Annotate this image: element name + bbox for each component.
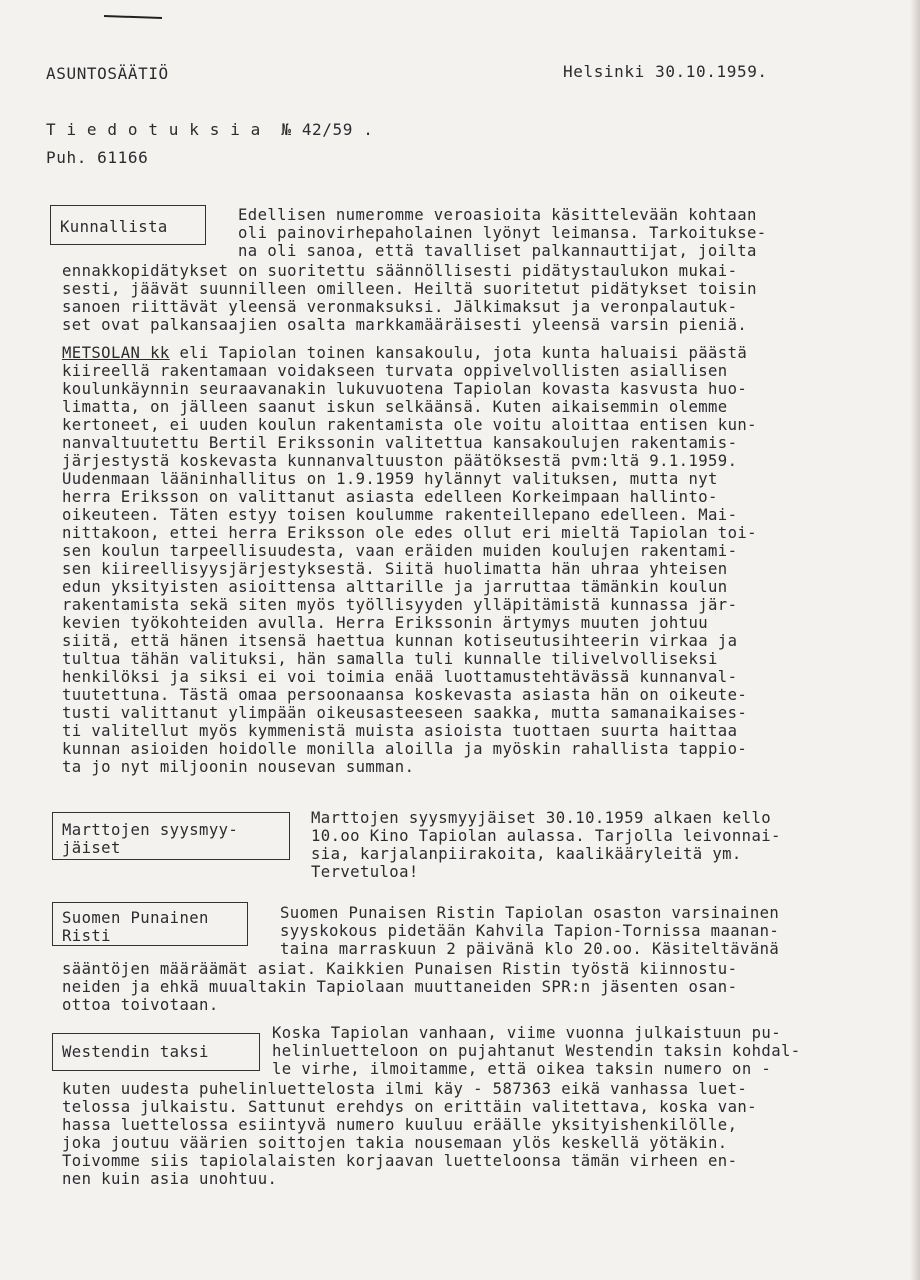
text-line: järjestystä koskevasta kunnanvaltuuston päätöksestä pvm:ltä 9.1.1959. [62, 452, 738, 470]
text-line: Uudenmaan lääninhallitus on 1.9.1959 hylännyt valituksen, mutta nyt [62, 470, 718, 488]
text-line: herra Eriksson on valittanut asiasta edelleen Korkeimpaan hallinto- [62, 488, 718, 506]
text-line: helinluetteloon on pujahtanut Westendin taksin kohdal- [272, 1042, 801, 1060]
text-line: limatta, on jälleen saanut iskun selkäänsä. Kuten aikaisemmin olemme [62, 398, 728, 416]
text-line: Tervetuloa! [311, 863, 419, 881]
org-name: ASUNTOSÄÄTIÖ [46, 64, 169, 83]
text-line: siitä, että hänen itsensä haettua kunnan kotiseutusihteerin virkaa ja [62, 632, 738, 650]
text-line: hassa luettelossa esiintyvä numero kuuluu eräälle yksityishenkilölle, [62, 1116, 738, 1134]
text-line: henkilöksi ja siksi ei voi toimia enää luottamustehtävässä kunnanval- [62, 668, 738, 686]
section-label: Suomen Punainen [62, 909, 209, 927]
text-line: kunnan asioiden hoidolle monilla aloilla ja myöskin rahallista tappio- [62, 740, 748, 758]
text-line: syyskokous pidetään Kahvila Tapion-Tornissa maanan- [280, 922, 780, 940]
text-line: taina marraskuun 2 päivänä klo 20.oo. Käsiteltävänä [280, 940, 780, 958]
text-line: nanvaltuutettu Bertil Erikssonin valitettua kansakoulujen rakentamis- [62, 434, 738, 452]
text-line: ottoa toivotaan. [62, 996, 219, 1014]
text-line: oli painovirhepaholainen lyönyt leimansa. Tarkoitukse- [238, 224, 767, 242]
text-line: Koska Tapiolan vanhaan, viime vuonna julkaistuun pu- [272, 1024, 781, 1042]
text-line: Suomen Punaisen Ristin Tapiolan osaston varsinainen [280, 904, 780, 922]
text-line: sen koulun tarpeellisuudesta, vaan eräiden muiden koulujen rakentami- [62, 542, 738, 560]
text-line: ti valitellut myös kymmenistä muista asioista tuottaen suurta haittaa [62, 722, 738, 740]
text-line: le virhe, ilmoitamme, että oikea taksin numero on - [272, 1060, 772, 1078]
section-label: Kunnallista [60, 218, 168, 236]
text-line: sanoen riittävät yleensä veronmaksuksi. Jälkimaksut ja veronpalautuk- [62, 298, 738, 316]
text-line: ta jo nyt miljoonin nousevan summan. [62, 758, 415, 776]
text-line: Edellisen numeromme veroasioita käsittelevään kohtaan [238, 206, 757, 224]
text-line: kevien työkohteiden avulla. Herra Erikssonin ärtymys muuten johtuu [62, 614, 709, 632]
page-edge-shadow [910, 0, 920, 1280]
text-line: koulunkäynnin seuraavanakin lukuvuotena Tapiolan kovasta kasvusta huo- [62, 380, 748, 398]
text-line: rakentamista sekä siten myös työllisyyden ylläpitämistä kunnassa jär- [62, 596, 738, 614]
text-line: nen kuin asia unohtuu. [62, 1170, 278, 1188]
section-label: jäiset [62, 839, 121, 857]
phone-number: Puh. 61166 [46, 148, 149, 167]
text-line: sia, karjalanpiirakoita, kaalikääryleitä ym. [311, 845, 742, 863]
text-line-rest: eli Tapiolan toinen kansakoulu, jota kunta haluaisi päästä [169, 344, 748, 362]
section-label: Risti [62, 927, 111, 945]
text-line: 10.oo Kino Tapiolan aulassa. Tarjolla leivonnai- [311, 827, 781, 845]
text-line: kiireellä rakentamaan voidakseen turvata oppivelvollisten asiallisen [62, 362, 728, 380]
text-line: oikeuteen. Täten estyy toisen koulumme rakenteillepano edelleen. Mai- [62, 506, 738, 524]
section-label: Marttojen syysmyy- [62, 821, 239, 839]
text-line: tuutettuna. Tästä omaa persoonaansa koskevasta asiasta hän on oikeute- [62, 686, 748, 704]
text-line: sen kiireellisyysjärjestyksestä. Siitä huolimatta hän uhraa yhteisen [62, 560, 728, 578]
text-line: kuten uudesta puhelinluettelosta ilmi käy - 587363 eikä vanhassa luet- [62, 1080, 748, 1098]
text-line: Toivomme siis tapiolalaisten korjaavan luetteloonsa tämän virheen en- [62, 1152, 738, 1170]
text-line: tultua tähän valituksi, hän samalla tuli kunnalle tilivelvolliseksi [62, 650, 718, 668]
text-line: na oli sanoa, että tavalliset palkannauttijat, joilta [238, 242, 757, 260]
text-line: sesti, jäävät suunnilleen omilleen. Heiltä suoritetut pidätykset toisin [62, 280, 757, 298]
section-lead: METSOLAN kk [62, 344, 170, 362]
text-line: edun yksityisten asioittensa alttarille ja jarruttaa tämänkin koulun [62, 578, 728, 596]
bulletin-number: T i e d o t u k s i a № 42/59 . [46, 120, 374, 139]
text-line: nittakoon, ettei herra Eriksson ole edes ollut eri mieltä Tapiolan toi- [62, 524, 757, 542]
text-line [62, 344, 747, 362]
text-line: tusti valittanut ylimpään oikeusasteeseen saakka, mutta samanaikaises- [62, 704, 748, 722]
text-line: ennakkopidätykset on suoritettu säännöllisesti pidätystaulukon mukai- [62, 262, 738, 280]
text-line: neiden ja ehkä muualtakin Tapiolaan muuttaneiden SPR:n jäsenten osan- [62, 978, 738, 996]
text-line: Marttojen syysmyyjäiset 30.10.1959 alkaen kello [311, 809, 772, 827]
text-line: set ovat palkansaajien osalta markkamääräisesti yleensä varsin pieniä. [62, 316, 748, 334]
text-line: sääntöjen määräämät asiat. Kaikkien Punaisen Ristin työstä kiinnostu- [62, 960, 738, 978]
text-line: joka joutuu väärien soittojen takia nousemaan ylös keskellä yötäkin. [62, 1134, 728, 1152]
text-line: kertoneet, ei uuden koulun rakentamista ole voitu aloittaa entisen kun- [62, 416, 757, 434]
place-date: Helsinki 30.10.1959. [563, 62, 768, 81]
top-dash [104, 15, 162, 19]
text-line: telossa julkaistu. Sattunut erehdys on erittäin valitettava, koska van- [62, 1098, 757, 1116]
section-label: Westendin taksi [62, 1043, 209, 1061]
